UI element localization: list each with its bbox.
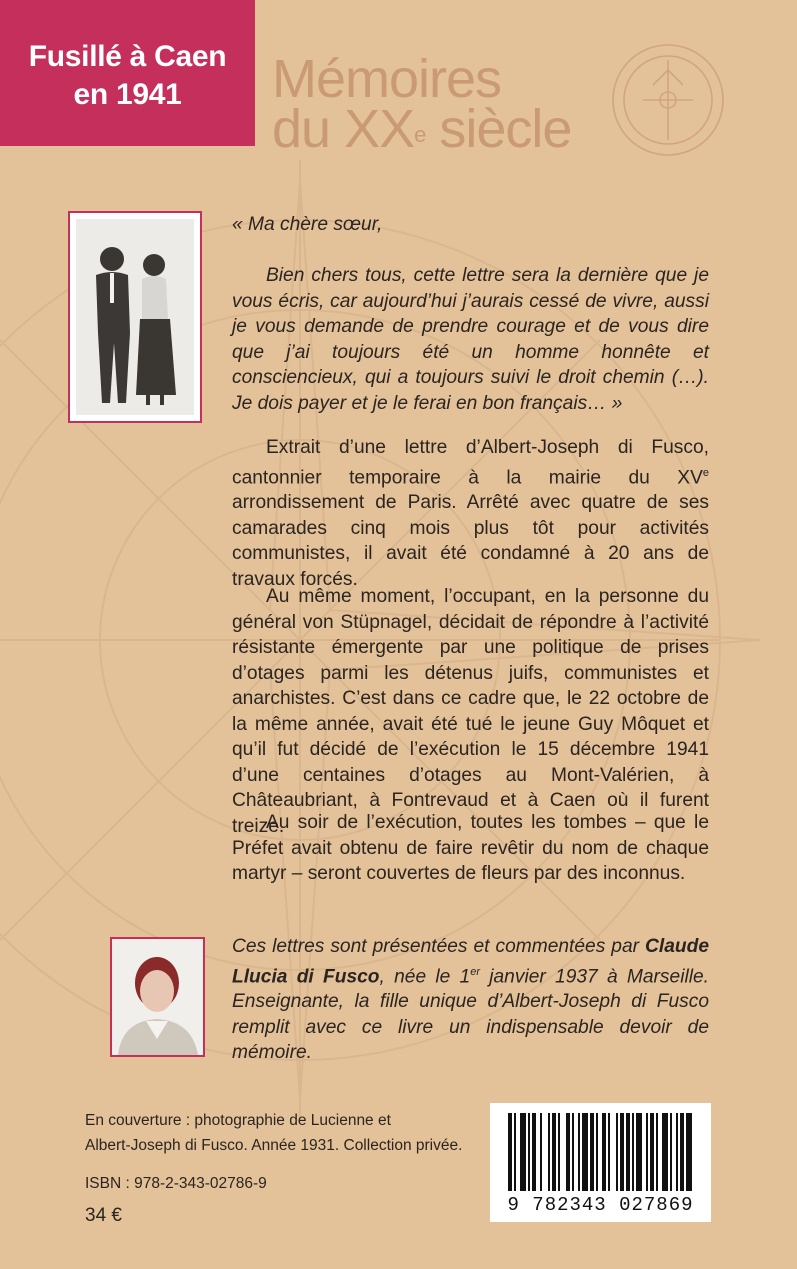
- barcode-bar: [548, 1113, 550, 1191]
- paragraph-1: [232, 435, 709, 592]
- barcode-bar: [520, 1113, 526, 1191]
- paragraph-1-b: arrondissement de Paris. Arrêté avec quatre de ses camarades cinq mois plus tôt pour activités communistes, il avait été condamné à 20 ans de travaux forcés.: [232, 492, 709, 590]
- barcode-bar: [636, 1113, 642, 1191]
- barcode-bar: [676, 1113, 678, 1191]
- barcode-bar: [596, 1113, 598, 1191]
- letter-excerpt: [232, 212, 709, 416]
- barcode-bar: [602, 1113, 606, 1191]
- author-intro: Ces lettres sont présentées et commentées par: [232, 936, 646, 957]
- author-after-name: , née le 1: [379, 965, 471, 987]
- barcode-bar: [578, 1113, 580, 1191]
- paragraph-3: [232, 810, 709, 887]
- barcode-bar: [540, 1113, 542, 1191]
- barcode-bar: [670, 1113, 672, 1191]
- barcode-digits: 9 782343 027869: [507, 1194, 694, 1216]
- title-banner: [0, 0, 255, 146]
- barcode-bar: [646, 1113, 648, 1191]
- series-line-2-a: du XX: [272, 99, 415, 159]
- barcode-bar: [616, 1113, 618, 1191]
- barcode-bar: [532, 1113, 536, 1191]
- letter-salutation: « Ma chère sœur,: [232, 214, 383, 235]
- barcode-bar: [566, 1113, 570, 1191]
- paragraph-1-sup: e: [702, 466, 709, 479]
- barcode-bar: [632, 1113, 634, 1191]
- author-photo-image: [112, 939, 203, 1055]
- barcode-bar: [508, 1113, 512, 1191]
- series-line-2: [272, 100, 571, 158]
- paragraph-3-text: Au soir de l’exécution, toutes les tombes – que le Préfet avait obtenu de faire revêtir du nom de chaque martyr – seront couvertes de fleurs par des inconnus.: [232, 812, 709, 884]
- paragraph-2: [232, 584, 709, 839]
- price: 34 €: [85, 1205, 122, 1226]
- title-line-1: Fusillé à Caen: [28, 40, 227, 73]
- barcode-bar: [590, 1113, 594, 1191]
- barcode: [490, 1103, 711, 1222]
- author-name: Claude Llucia di Fusco: [232, 936, 709, 987]
- barcode-bar: [582, 1113, 588, 1191]
- couple-photo-image: [70, 213, 200, 421]
- couple-photograph: [68, 211, 202, 423]
- letter-body: Bien chers tous, cette lettre sera la dernière que je vous écris, car aujourd’hui j’aurais cessé de vivre, aussi je vous demande de prendre courage et de vous dire que j’ai toujours été un homme honnête et consciencieux, qui a toujours suivi le droit chemin (…). Je dois payer et je le ferai en bon français… »: [232, 265, 709, 414]
- barcode-bar: [662, 1113, 668, 1191]
- author-bio-text: [232, 934, 709, 1066]
- barcode-bar: [680, 1113, 684, 1191]
- barcode-bars: [490, 1103, 711, 1195]
- cover-credit-line-2: Albert-Joseph di Fusco. Année 1931. Collection privée.: [85, 1137, 463, 1154]
- barcode-bar: [656, 1113, 658, 1191]
- author-rest: janvier 1937 à Marseille. Enseignante, la fille unique d’Albert-Joseph di Fusco remplit avec ce livre un indispensable devoir de mémoire.: [232, 965, 709, 1064]
- barcode-bar: [620, 1113, 624, 1191]
- barcode-bar: [514, 1113, 516, 1191]
- author-bio: [232, 934, 709, 1066]
- barcode-bar: [686, 1113, 692, 1191]
- isbn: ISBN : 978-2-343-02786-9: [85, 1175, 267, 1192]
- paragraph-1-a: Extrait d’une lettre d’Albert-Joseph di Fusco, cantonnier temporaire à la mairie du XV: [232, 437, 709, 488]
- paragraph-2-text: Au même moment, l’occupant, en la personne du général von Stüpnagel, décidait de répondre à l’activité résistante émergente par une politique de prises d’otages parmi les détenus juifs, communistes et anarchistes. C’est dans ce cadre que, le 22 octobre de la même année, avait été tué le jeune Guy Môquet et qu’il fut décidé de l’exécution le 15 décembre 1941 d’une centaines d’otages au Mont-Valérien, à Châteaubriant, à Fontrevaud et à Caen où il furent treize.: [232, 586, 709, 837]
- barcode-bar: [572, 1113, 574, 1191]
- barcode-bar: [650, 1113, 654, 1191]
- paragraph-1-text: [232, 435, 709, 592]
- publisher-seal-icon: [608, 40, 728, 160]
- series-line-2-sup: e: [414, 122, 426, 147]
- author-sup: er: [470, 965, 480, 978]
- cover-credit-line-1: En couverture : photographie de Lucienne et: [85, 1112, 391, 1129]
- series-line-1: Mémoires: [272, 49, 502, 109]
- series-title: [272, 50, 571, 158]
- barcode-bar: [552, 1113, 556, 1191]
- cover-credit: [85, 1108, 462, 1158]
- series-line-2-b: siècle: [425, 99, 572, 159]
- title-line-2: en 1941: [73, 78, 182, 111]
- author-photograph: [110, 937, 205, 1057]
- barcode-bar: [528, 1113, 530, 1191]
- barcode-bar: [558, 1113, 560, 1191]
- barcode-bar: [626, 1113, 630, 1191]
- barcode-bar: [608, 1113, 610, 1191]
